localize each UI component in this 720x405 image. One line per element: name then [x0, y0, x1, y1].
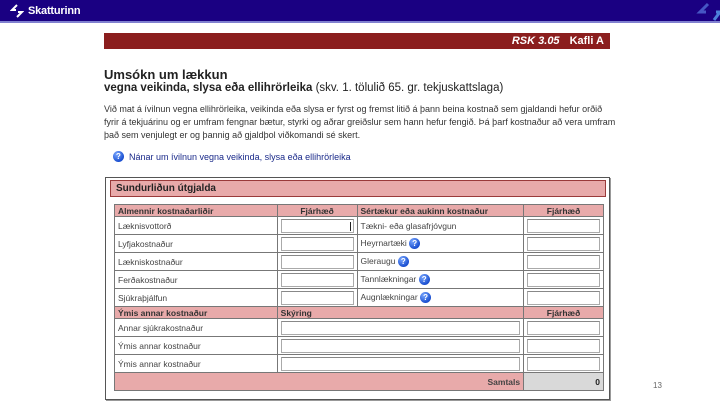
- description-input[interactable]: [281, 339, 520, 353]
- general-label: Sjúkraþjálfun: [115, 289, 278, 307]
- top-banner: [0, 0, 720, 23]
- help-icon: ?: [113, 151, 124, 162]
- more-info-label[interactable]: Nánar um ívilnun vegna veikinda, slysa eða ellihrörleika: [129, 151, 351, 162]
- table-row: [115, 271, 604, 289]
- total-value: 0: [524, 373, 604, 391]
- table-row: [115, 319, 604, 337]
- special-label: Tækni- eða glasafrjóvgun: [357, 217, 524, 235]
- table-row: [115, 217, 604, 235]
- decorative-logo-icon: [694, 2, 720, 22]
- more-info-link[interactable]: [113, 151, 351, 162]
- general-label: Læknisvottorð: [115, 217, 278, 235]
- other-header: Ýmis annar kostnaður: [115, 307, 278, 319]
- general-amount-input[interactable]: [281, 255, 354, 269]
- description-input[interactable]: [281, 357, 520, 371]
- special-label: Heyrnartæki: [360, 237, 407, 248]
- general-header: Almennir kostnaðarliðir: [115, 205, 278, 217]
- special-header: Sértækur eða aukinn kostnaður: [357, 205, 524, 217]
- description-input[interactable]: [281, 321, 520, 335]
- table-row: [115, 337, 604, 355]
- expense-form: [105, 177, 610, 400]
- table-row: [115, 355, 604, 373]
- other-amount-input[interactable]: [527, 357, 600, 371]
- table-row: [115, 253, 604, 271]
- logo: [10, 4, 80, 18]
- page-subtitle: [104, 82, 503, 94]
- help-icon[interactable]: ?: [409, 238, 420, 249]
- special-amount-header: Fjárhæð: [524, 205, 604, 217]
- special-amount-input[interactable]: [527, 219, 600, 233]
- expense-table: [114, 204, 604, 391]
- special-amount-input[interactable]: [527, 255, 600, 269]
- intro-text: Við mat á ívilnun vegna ellihrörleika, veikinda eða slysa er fyrst og fremst litið á þann beina kostnað sem gjaldandi hefur orðið fyrir á tekjuárinu og er umfram fengnar bætur, styrki og aðrar greiðslur sem hann hefur fengið. Þá þarf kostnaður að vera umfram það sem venjulegt er og þannig að gjaldþol viðkomandi sé skert.: [104, 104, 616, 140]
- other-label: Ýmis annar kostnaður: [115, 355, 278, 373]
- header-row: [115, 205, 604, 217]
- form-id-bar: [104, 33, 610, 49]
- special-amount-input[interactable]: [527, 237, 600, 251]
- page-title: Umsókn um lækkun: [104, 67, 228, 82]
- general-amount-header: Fjárhæð: [277, 205, 357, 217]
- help-icon[interactable]: ?: [420, 292, 431, 303]
- other-amount-input[interactable]: [527, 321, 600, 335]
- general-label: Lyfjakostnaður: [115, 235, 278, 253]
- special-amount-input[interactable]: [527, 273, 600, 287]
- other-header-row: [115, 307, 604, 319]
- subtitle-bold: vegna veikinda, slysa eða ellihrörleika: [104, 82, 313, 94]
- help-icon[interactable]: ?: [398, 256, 409, 267]
- total-label: Samtals: [115, 373, 524, 391]
- other-amount-input[interactable]: [527, 339, 600, 353]
- other-label: Annar sjúkrakostnaður: [115, 319, 278, 337]
- general-amount-input[interactable]: [281, 237, 354, 251]
- table-row: [115, 235, 604, 253]
- help-icon[interactable]: ?: [419, 274, 430, 285]
- form-section: Kafli A: [569, 35, 604, 47]
- other-amount-header: Fjárhæð: [524, 307, 604, 319]
- total-row: [115, 373, 604, 391]
- table-row: [115, 289, 604, 307]
- general-amount-input[interactable]: [281, 273, 354, 287]
- general-label: Ferðakostnaður: [115, 271, 278, 289]
- form-title: Sundurliðun útgjalda: [110, 180, 606, 197]
- skatturinn-logo-icon: [10, 4, 24, 18]
- special-label: Gleraugu: [360, 255, 396, 266]
- form-code: RSK 3.05: [511, 35, 560, 47]
- brand-name: Skatturinn: [28, 5, 81, 17]
- special-label: Augnlækningar: [360, 291, 418, 302]
- general-amount-input[interactable]: [281, 291, 354, 305]
- special-amount-input[interactable]: [527, 291, 600, 305]
- other-label: Ýmis annar kostnaður: [115, 337, 278, 355]
- special-label: Tannlækningar: [360, 273, 417, 284]
- general-label: Lækniskostnaður: [115, 253, 278, 271]
- page-number: 13: [653, 381, 662, 390]
- description-header: Skýring: [277, 307, 523, 319]
- subtitle-rest: (skv. 1. tölulið 65. gr. tekjuskattslaga): [312, 82, 504, 94]
- general-amount-input[interactable]: [281, 219, 354, 233]
